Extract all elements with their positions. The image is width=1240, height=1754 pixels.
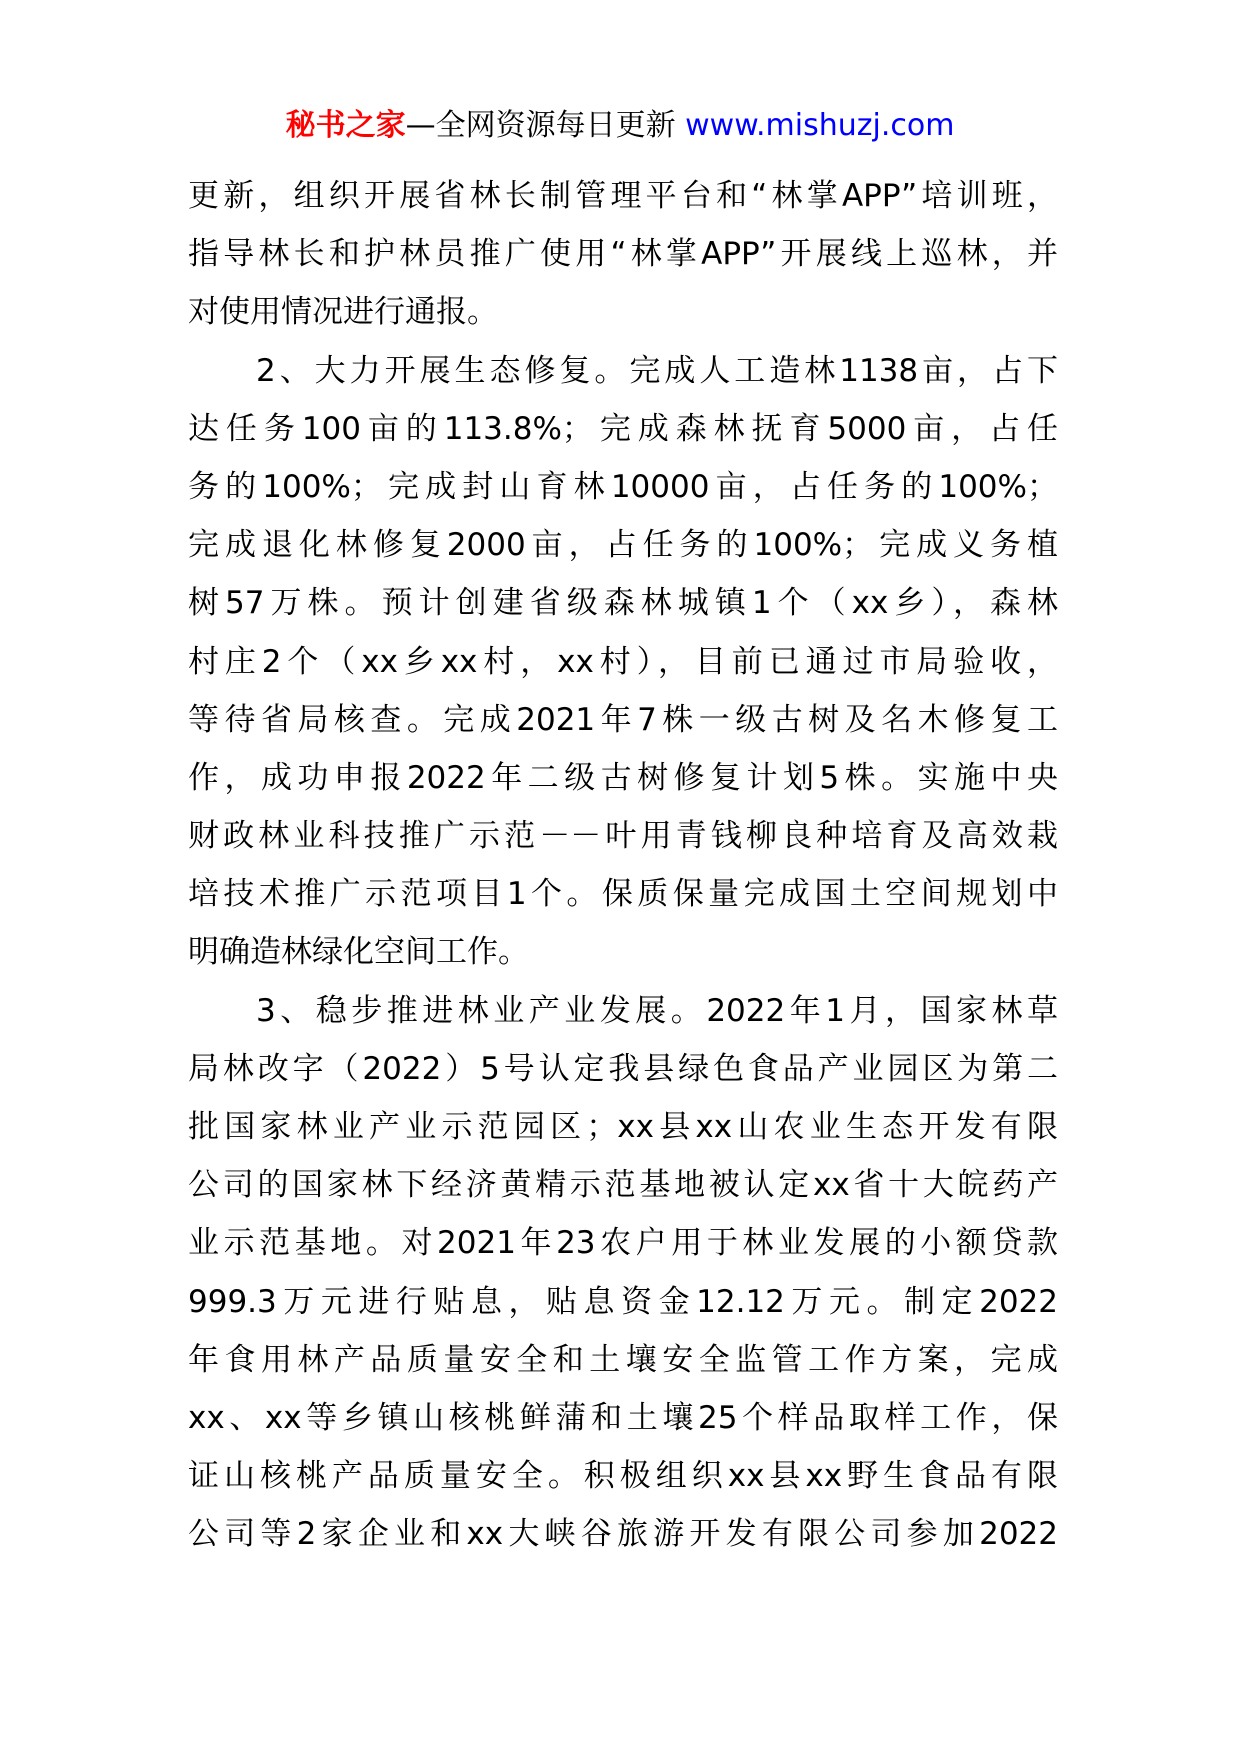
text-line: 达任务100亩的113.8%；完成森林抚育5000亩，占任 <box>188 410 1058 447</box>
text-line: 批国家林业产业示范园区；xx县xx山农业生态开发有限 <box>188 1109 1058 1145</box>
header-url-link[interactable]: www.mishuzj.com <box>685 108 955 143</box>
page-header <box>0 104 1240 148</box>
text-line: 完成退化林修复2000亩，占任务的100%；完成义务植 <box>188 527 1058 564</box>
text-line: 作，成功申报2022年二级古树修复计划5株。实施中央 <box>188 759 1058 796</box>
text-line: 999.3万元进行贴息，贴息资金12.12万元。制定2022 <box>188 1283 1058 1320</box>
text-line: xx、xx等乡镇山核桃鲜蒲和土壤25个样品取样工作，保 <box>188 1399 1058 1436</box>
text-line: 村庄2个（xx乡xx村，xx村），目前已通过市局验收， <box>188 643 1058 680</box>
text-line: 对使用情况进行通报。 <box>188 294 498 331</box>
text-line: 业示范基地。对2021年23农户用于林业发展的小额贷款 <box>188 1225 1058 1262</box>
paragraph-2-first-line: 2、大力开展生态修复。完成人工造林1138亩，占下 <box>256 352 1058 389</box>
text-line: 务的100%；完成封山育林10000亩，占任务的100%； <box>188 468 1058 505</box>
text-line: 财政林业科技推广示范－－叶用青钱柳良种培育及高效栽 <box>188 818 1058 855</box>
text-line: 公司的国家林下经济黄精示范基地被认定xx省十大皖药产 <box>188 1167 1058 1204</box>
document-body <box>188 167 1058 1564</box>
paragraph-3-first-line: 3、稳步推进林业产业发展。2022年1月，国家林草 <box>256 992 1058 1029</box>
text-line: 更新，组织开展省林长制管理平台和“林掌APP”培训班， <box>188 178 1058 214</box>
text-line: 培技术推广示范项目1个。保质保量完成国土空间规划中 <box>188 876 1058 913</box>
text-line: 等待省局核查。完成2021年7株一级古树及名木修复工 <box>188 701 1058 738</box>
text-line: 局林改字（2022）5号认定我县绿色食品产业园区为第二 <box>188 1050 1058 1087</box>
header-slogan: —全网资源每日更新 <box>405 108 676 143</box>
text-line: 明确造林绿化空间工作。 <box>188 934 529 971</box>
text-line: 证山核桃产品质量安全。积极组织xx县xx野生食品有限 <box>188 1458 1058 1495</box>
text-line: 指导林长和护林员推广使用“林掌APP”开展线上巡林，并 <box>188 236 1058 273</box>
text-line: 树57万株。预计创建省级森林城镇1个（xx乡），森林 <box>188 585 1058 622</box>
text-line: 公司等2家企业和xx大峡谷旅游开发有限公司参加2022 <box>188 1516 1058 1553</box>
text-line: 年食用林产品质量安全和土壤安全监管工作方案，完成 <box>188 1341 1058 1378</box>
header-brand: 秘书之家 <box>285 108 406 143</box>
